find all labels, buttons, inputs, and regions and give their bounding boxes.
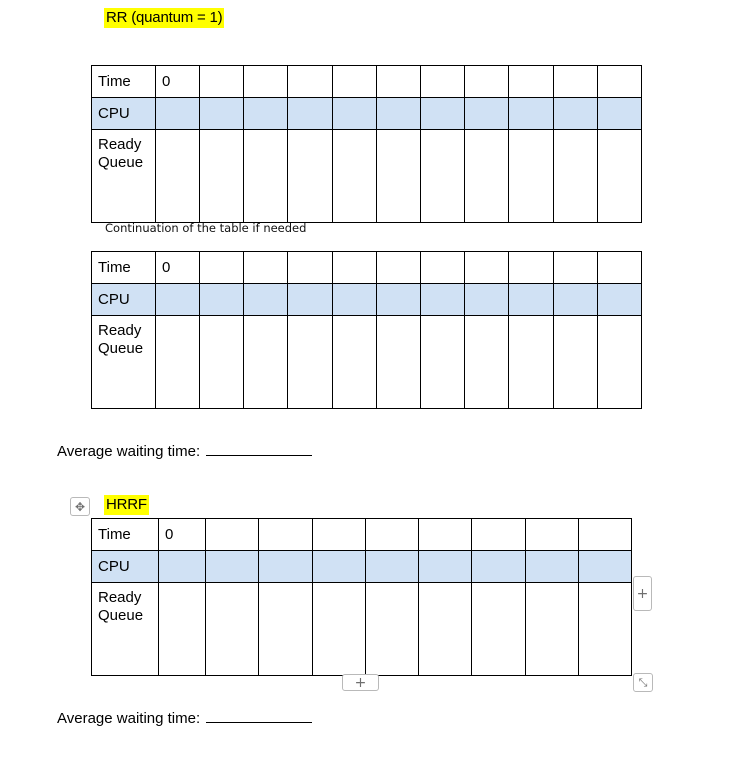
ready-queue-label [92,130,156,223]
cpu-cell[interactable] [509,98,553,130]
rr-average-waiting-time [57,440,312,461]
time-cell[interactable] [244,252,288,284]
cpu-cell[interactable] [465,284,509,316]
cpu-cell[interactable] [578,551,631,583]
ready-queue-cell[interactable] [244,316,288,409]
cpu-row [92,551,632,583]
ready-queue-cell[interactable] [509,316,553,409]
ready-queue-cell[interactable] [288,130,332,223]
cpu-cell[interactable] [332,98,376,130]
time-cell[interactable] [509,252,553,284]
cpu-cell[interactable] [509,284,553,316]
time-cell[interactable] [206,519,259,551]
ready-queue-cell[interactable] [206,583,259,676]
cpu-cell[interactable] [156,98,200,130]
time-row [92,66,642,98]
ready-queue-cell[interactable] [472,583,525,676]
ready-label-line1: Ready [98,136,142,153]
cpu-cell[interactable] [332,284,376,316]
ready-queue-cell[interactable] [312,583,365,676]
cpu-label: CPU [92,551,159,583]
time-cell[interactable] [419,519,472,551]
cpu-cell[interactable] [206,551,259,583]
ready-label-line2: Queue [98,340,144,357]
ready-label-line1: Ready [98,589,142,606]
cpu-cell[interactable] [472,551,525,583]
hrrf-schedule-table [91,518,632,676]
ready-queue-cell[interactable] [578,583,631,676]
cpu-cell[interactable] [288,98,332,130]
time-cell[interactable] [288,252,332,284]
ready-queue-cell[interactable] [259,583,312,676]
ready-queue-label [92,316,156,409]
cpu-cell[interactable] [597,284,641,316]
ready-label-line1: Ready [98,322,142,339]
ready-queue-cell[interactable] [376,130,420,223]
ready-queue-cell[interactable] [419,583,472,676]
cpu-cell[interactable] [156,284,200,316]
time-cell[interactable] [465,252,509,284]
ready-label-line2: Queue [98,154,144,171]
avg-waiting-blank[interactable] [206,707,312,723]
continuation-note: Continuation of the table if needed [105,221,307,235]
cpu-cell[interactable] [420,98,464,130]
cpu-cell[interactable] [200,98,244,130]
time-cell[interactable] [597,252,641,284]
cpu-cell[interactable] [597,98,641,130]
time-cell[interactable] [200,252,244,284]
cpu-cell[interactable] [376,98,420,130]
time-cell[interactable] [465,66,509,98]
ready-queue-row [92,583,632,676]
ready-queue-cell[interactable] [156,130,200,223]
ready-queue-label [92,583,159,676]
table-move-handle-icon[interactable]: ✥ [70,497,90,516]
cpu-cell[interactable] [553,98,597,130]
cpu-row [92,284,642,316]
cpu-cell[interactable] [159,551,206,583]
time-cell[interactable] [200,66,244,98]
ready-queue-cell[interactable] [420,130,464,223]
cpu-cell[interactable] [244,284,288,316]
time-cell[interactable] [244,66,288,98]
cpu-cell[interactable] [376,284,420,316]
time-cell[interactable] [472,519,525,551]
ready-queue-cell[interactable] [332,130,376,223]
time-cell[interactable] [332,252,376,284]
time-label: Time [92,66,156,98]
avg-waiting-label: Average waiting time: [57,443,201,460]
rr-heading: RR (quantum = 1) [106,9,223,26]
ready-queue-cell[interactable] [200,130,244,223]
ready-queue-row [92,316,642,409]
ready-queue-cell[interactable] [553,130,597,223]
hrrf-heading: HRRF [106,496,147,513]
hrrf-average-waiting-time [57,707,312,728]
cpu-label: CPU [92,284,156,316]
time-label: Time [92,252,156,284]
ready-queue-row [92,130,642,223]
cpu-cell[interactable] [259,551,312,583]
ready-queue-cell[interactable] [553,316,597,409]
time-cell[interactable]: 0 [159,519,206,551]
time-cell[interactable] [597,66,641,98]
cpu-row [92,98,642,130]
time-cell[interactable]: 0 [156,252,200,284]
add-column-button[interactable]: + [633,576,652,611]
cpu-label: CPU [92,98,156,130]
ready-queue-cell[interactable] [525,583,578,676]
time-cell[interactable] [420,66,464,98]
time-cell[interactable] [259,519,312,551]
ready-queue-cell[interactable] [200,316,244,409]
ready-queue-cell[interactable] [376,316,420,409]
rr-continuation-table [91,251,642,409]
ready-queue-cell[interactable] [465,316,509,409]
cpu-cell[interactable] [365,551,418,583]
time-cell[interactable] [509,66,553,98]
time-cell[interactable] [578,519,631,551]
time-cell[interactable] [312,519,365,551]
time-cell[interactable]: 0 [156,66,200,98]
ready-queue-cell[interactable] [597,316,641,409]
ready-label-line2: Queue [98,607,144,624]
ready-queue-cell[interactable] [465,130,509,223]
ready-queue-cell[interactable] [509,130,553,223]
rr-schedule-table [91,65,642,223]
ready-queue-cell[interactable] [332,316,376,409]
time-cell[interactable] [553,252,597,284]
time-cell[interactable] [332,66,376,98]
time-cell[interactable] [376,252,420,284]
time-cell[interactable] [365,519,418,551]
cpu-cell[interactable] [244,98,288,130]
table-resize-icon[interactable]: ⤡ [633,673,653,692]
time-cell[interactable] [420,252,464,284]
cpu-cell[interactable] [420,284,464,316]
avg-waiting-blank[interactable] [206,440,312,456]
ready-queue-cell[interactable] [597,130,641,223]
ready-queue-cell[interactable] [159,583,206,676]
time-cell[interactable] [525,519,578,551]
ready-queue-cell[interactable] [365,583,418,676]
ready-queue-cell[interactable] [156,316,200,409]
time-row [92,519,632,551]
time-label: Time [92,519,159,551]
add-row-button[interactable]: + [342,674,379,691]
ready-queue-cell[interactable] [420,316,464,409]
ready-queue-cell[interactable] [288,316,332,409]
time-cell[interactable] [288,66,332,98]
time-row [92,252,642,284]
ready-queue-cell[interactable] [244,130,288,223]
time-cell[interactable] [553,66,597,98]
avg-waiting-label: Average waiting time: [57,710,201,727]
cpu-cell[interactable] [465,98,509,130]
cpu-cell[interactable] [525,551,578,583]
cpu-cell[interactable] [312,551,365,583]
time-cell[interactable] [376,66,420,98]
cpu-cell[interactable] [200,284,244,316]
cpu-cell[interactable] [553,284,597,316]
cpu-cell[interactable] [288,284,332,316]
cpu-cell[interactable] [419,551,472,583]
